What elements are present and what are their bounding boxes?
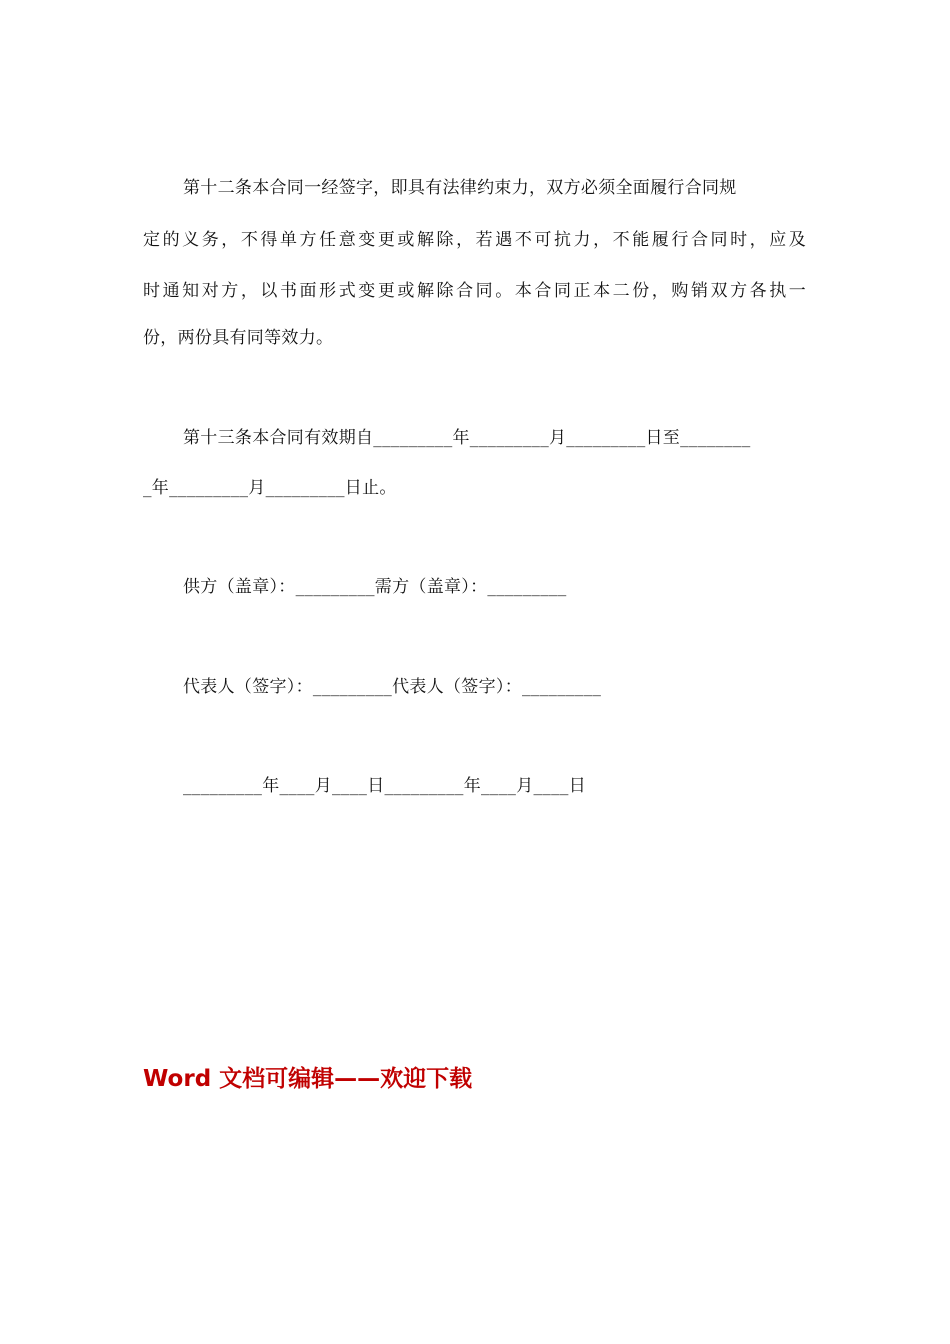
article-12-line-3: 时通知对方，以书面形式变更或解除合同。本合同正本二份，购销双方各执一 — [143, 281, 806, 301]
seal-signature-line: 供方（盖章）：_________需方（盖章）：_________ — [183, 577, 567, 597]
article-13-line-1: 第十三条本合同有效期自_________年_________月_________日至________ — [183, 428, 751, 448]
signing-date-line: _________年____月____日_________年____月____日 — [183, 776, 586, 796]
footer-download-note: Word 文档可编辑——欢迎下载 — [143, 1066, 473, 1092]
article-12-line-2: 定的义务，不得单方任意变更或解除，若遇不可抗力，不能履行合同时，应及 — [143, 230, 806, 250]
article-13-line-2: _年_________月_________日止。 — [143, 478, 397, 498]
representative-signature-line: 代表人（签字）：_________代表人（签字）：_________ — [183, 677, 602, 697]
article-12-line-4: 份，两份具有同等效力。 — [143, 328, 334, 348]
article-12-line-1: 第十二条本合同一经签字，即具有法律约束力，双方必须全面履行合同规 — [183, 178, 737, 198]
